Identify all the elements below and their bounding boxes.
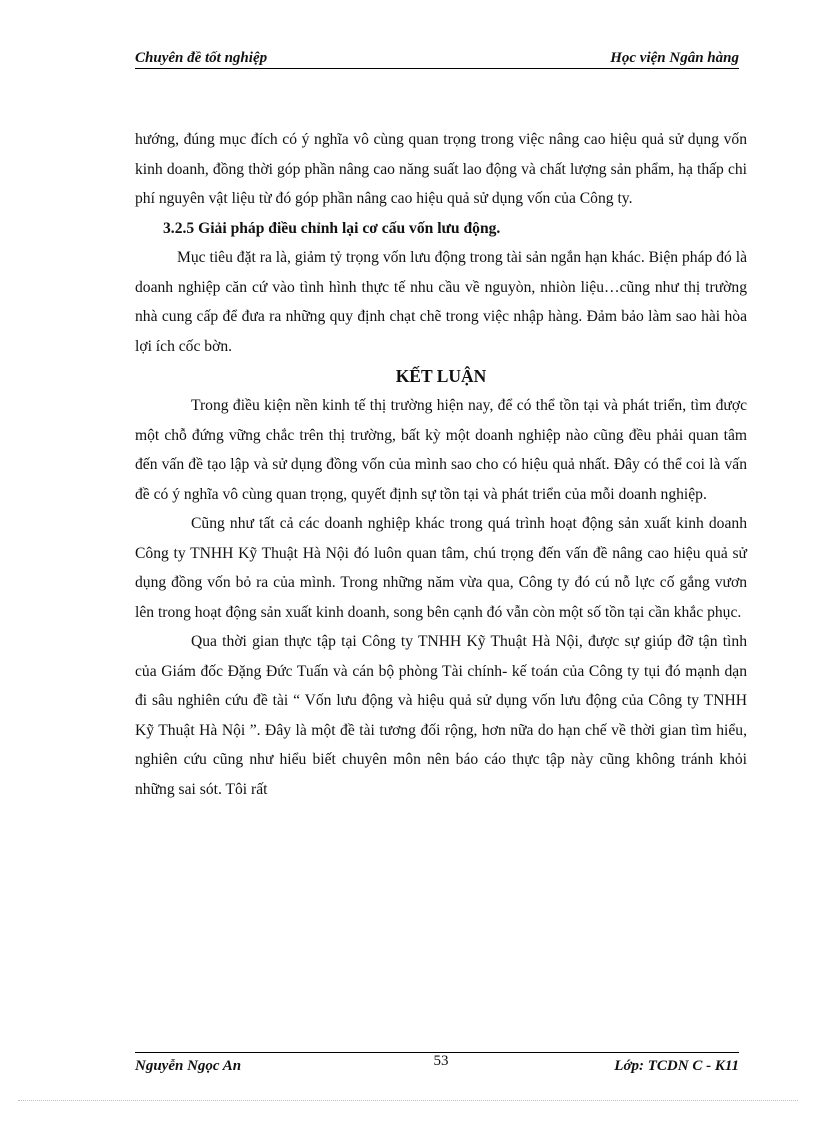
page-number: 53 — [433, 1053, 449, 1069]
paragraph-conclusion-1: Trong điều kiện nền kinh tế thị trường hiện nay, để có thể tồn tại và phát triển, tìm được một chỗ đứng vững chắc trên thị trường, bất kỳ một doanh nghiệp nào cũng đều phải quan tâm đến vấn đề tạo lập và sử dụng đồng vốn của mình sao cho có hiệu quả nhất. Đây có thể coi là vấn đề có ý nghĩa vô cùng quan trọng, quyết định sự tồn tại và phát triển của mỗi doanh nghiệp. — [135, 397, 747, 503]
paragraph-continuation: hướng, đúng mục đích có ý nghĩa vô cùng quan trọng trong việc nâng cao hiệu quả sử dụng vốn kinh doanh, đồng thời góp phần nâng cao năng suất lao động và chất lượng sản phẩm, hạ thấp chi phí nguyên vật liệu từ đó góp phần nâng cao hiệu quả sử dụng vốn của Công ty. — [135, 131, 747, 207]
paragraph-conclusion-2: Cũng như tất cả các doanh nghiệp khác trong quá trình hoạt động sản xuất kinh doanh Công ty TNHH Kỹ Thuật Hà Nội đó luôn quan tâm, chú trọng đến vấn đề nâng cao hiệu quả sử dụng đồng vốn bỏ ra của mình. Trong những năm vừa qua, Công ty đó cú nỗ lực cố gắng vươn lên trong hoạt động sản xuất kinh doanh, song bên cạnh đó vẫn còn một số tồn tại cần khắc phục. — [135, 515, 747, 621]
conclusion-title: KẾT LUẬN — [395, 366, 487, 386]
page-footer — [135, 1053, 739, 1077]
section-heading: 3.2.5 Giải pháp điều chỉnh lại cơ cấu vốn lưu động. — [163, 219, 501, 237]
header-right-text: Học viện Ngân hàng — [610, 50, 739, 66]
footer-class: Lớp: TCDN C - K11 — [614, 1058, 739, 1074]
header-divider — [135, 68, 739, 69]
page-header — [135, 48, 739, 70]
page-body — [135, 125, 747, 804]
footer-author: Nguyễn Ngọc An — [135, 1058, 242, 1074]
header-left-text: Chuyên đề tốt nghiệp — [135, 50, 268, 66]
paragraph-conclusion-3: Qua thời gian thực tập tại Công ty TNHH Kỹ Thuật Hà Nội, được sự giúp đỡ tận tình của Giám đốc Đặng Đức Tuấn và cán bộ phòng Tài chính- kế toán của Công ty tụi đó mạnh dạn đi sâu nghiên cứu đề tài “ Vốn lưu động và hiệu quả sử dụng vốn lưu động của Công ty TNHH Kỹ Thuật Hà Nội ”. Đây là một đề tài tương đối rộng, hơn nữa do hạn chế về thời gian tìm hiểu, nghiên cứu cũng như hiểu biết chuyên môn nên báo cáo thực tập này cũng không tránh khỏi những sai sót. Tôi rất — [135, 633, 747, 798]
page-edge-dotted-line — [18, 1100, 798, 1101]
paragraph-solution: Mục tiêu đặt ra là, giảm tỷ trọng vốn lưu động trong tài sản ngắn hạn khác. Biện pháp đó là doanh nghiệp căn cứ vào tình hình thực tế nhu cầu về nguyòn, nhiòn liệu…cũng như thị trường nhà cung cấp để đưa ra những quy định chạt chẽ trong việc nhập hàng. Đảm bảo làm sao hài hòa lợi ích cốc bờn. — [135, 249, 747, 355]
